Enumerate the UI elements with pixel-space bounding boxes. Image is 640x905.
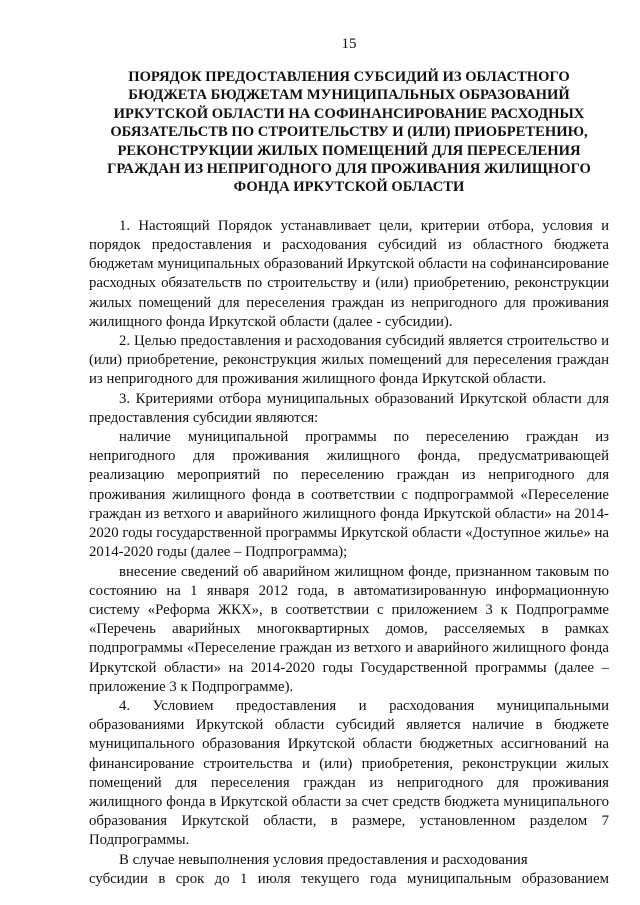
paragraph-3: 3. Критериями отбора муниципальных образований Иркутской области для предоставления субсидии являются: <box>89 390 609 426</box>
paragraph-4: 4. Условием предоставления и расходования муниципальными образованиями Иркутской области субсидий является наличие в бюджете муниципального образования Иркутской области бюджетных ассигнований на финансирование строительства и (или) приобретения, реконструкции жилых помещений для переселения граждан из непригодного для проживания жилищного фонда в Иркутской области за счет средств бюджета муниципального образования Иркутской области, в размере, установленном разделом 7 Подпрограммы. <box>89 697 609 849</box>
title-line: ГРАЖДАН ИЗ НЕПРИГОДНОГО ДЛЯ ПРОЖИВАНИЯ ЖИЛИЩНОГО <box>107 161 591 178</box>
title-line: БЮДЖЕТА БЮДЖЕТАМ МУНИЦИПАЛЬНЫХ ОБРАЗОВАНИЙ <box>128 87 570 104</box>
title-line: ФОНДА ИРКУТСКОЙ ОБЛАСТИ <box>233 179 465 196</box>
criterion-program: наличие муниципальной программы по переселению граждан из непригодного для проживания жилищного фонда, предусматривающей реализацию мероприятий по переселению граждан из непригодного для проживания жилищного фонда в соответствии с подпрограммой «Переселение граждан из ветхого и аварийного жилищного фонда Иркутской области» на 2014-2020 годы государственной программы Иркутской области «Доступное жилье» на 2014-2020 годы (далее – Подпрограмма); <box>89 429 609 561</box>
document-body <box>89 217 609 889</box>
page-number: 15 <box>341 36 357 52</box>
title-line: РЕКОНСТРУКЦИИ ЖИЛЫХ ПОМЕЩЕНИЙ ДЛЯ ПЕРЕСЕЛЕНИЯ <box>117 142 581 159</box>
criterion-reform-system: внесение сведений об аварийном жилищном фонде, признанном таковым по состоянию на 1 января 2012 года, в автоматизированную информационную систему «Реформа ЖКХ», в соответствии с приложением 3 к Подпрограмме «Перечень аварийных многоквартирных домов, расселяемых в рамках подпрограммы «Переселение граждан из ветхого и аварийного жилищного фонда Иркутской области» на 2014-2020 годы Государственной программы (далее – приложение 3 к Подпрограмме). <box>89 563 609 695</box>
title-line: ПОРЯДОК ПРЕДОСТАВЛЕНИЯ СУБСИДИЙ ИЗ ОБЛАСТНОГО <box>128 69 570 85</box>
document-page <box>89 0 609 889</box>
title-line: ИРКУТСКОЙ ОБЛАСТИ НА СОФИНАНСИРОВАНИЕ РАСХОДНЫХ <box>113 105 585 122</box>
title-line: ОБЯЗАТЕЛЬСТВ ПО СТРОИТЕЛЬСТВУ И (ИЛИ) ПРИОБРЕТЕНИЮ, <box>110 124 588 141</box>
paragraph-1: 1. Настоящий Порядок устанавливает цели, критерии отбора, условия и порядок предоставления и расходования субсидий из областного бюджета бюджетам муниципальных образований Иркутской области на софинансирование расходных обязательств по строительству и (или) приобретению, реконструкции жилых помещений для переселения граждан из непригодного для проживания жилищного фонда Иркутской области (далее - субсидии). <box>89 217 609 330</box>
paragraph-2: 2. Целью предоставления и расходования субсидий является строительство и (или) приобретение, реконструкция жилых помещений для переселения граждан из непригодного для проживания жилищного фонда Иркутской области. <box>89 333 609 388</box>
paragraph-5-continuation: субсидии в срок до 1 июля текущего года муниципальным образованием <box>89 870 609 887</box>
document-title <box>89 68 609 197</box>
paragraph-5: В случае невыполнения условия предоставления и расходования <box>119 851 528 868</box>
